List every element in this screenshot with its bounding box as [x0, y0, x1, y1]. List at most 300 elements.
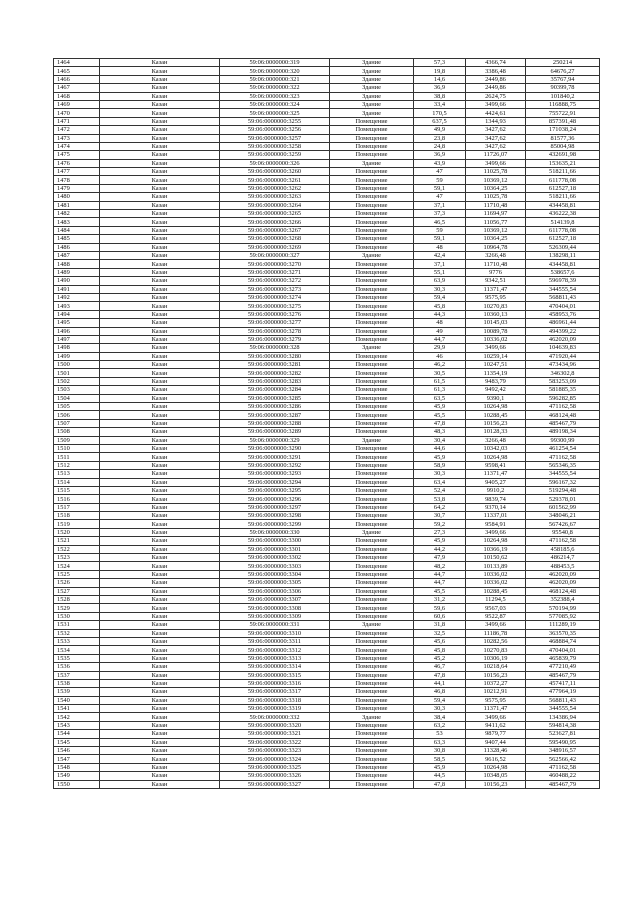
cadastral-value-cell: 518211,66 [526, 168, 600, 176]
city-cell: Казан [100, 134, 220, 142]
object-type-cell: Помещение [330, 520, 414, 528]
row-number-cell: 1510 [54, 444, 100, 452]
area-cell: 46,7 [414, 663, 466, 671]
object-type-cell: Помещение [330, 126, 414, 134]
row-number-cell: 1513 [54, 470, 100, 478]
object-type-cell: Помещение [330, 738, 414, 746]
city-cell: Казан [100, 554, 220, 562]
city-cell: Казан [100, 495, 220, 503]
cadastral-number-cell: 59:06:0000000:3274 [220, 293, 330, 301]
table-row [54, 411, 600, 419]
cadastral-value-cell: 611778,08 [526, 176, 600, 184]
cadastral-value-cell: 346302,8 [526, 369, 600, 377]
cadastral-number-cell: 59:06:0000000:331 [220, 621, 330, 629]
city-cell: Казан [100, 67, 220, 75]
table-row [54, 554, 600, 562]
specific-value-cell: 10145,03 [466, 319, 526, 327]
area-cell: 30,3 [414, 285, 466, 293]
row-number-cell: 1488 [54, 260, 100, 268]
specific-value-cell: 10288,45 [466, 587, 526, 595]
area-cell: 24,8 [414, 142, 466, 150]
cadastral-number-cell: 59:06:0000000:3272 [220, 277, 330, 285]
object-type-cell: Помещение [330, 293, 414, 301]
cadastral-number-cell: 59:06:0000000:323 [220, 92, 330, 100]
area-cell: 31,8 [414, 621, 466, 629]
city-cell: Казан [100, 587, 220, 595]
specific-value-cell: 9584,91 [466, 520, 526, 528]
city-cell: Казан [100, 696, 220, 704]
object-type-cell: Помещение [330, 747, 414, 755]
table-row [54, 59, 600, 67]
table-row [54, 679, 600, 687]
cadastral-number-cell: 59:06:0000000:3290 [220, 444, 330, 452]
cadastral-value-cell: 460488,22 [526, 772, 600, 780]
table-row [54, 260, 600, 268]
specific-value-cell: 10360,13 [466, 310, 526, 318]
cadastral-value-cell: 344555,54 [526, 285, 600, 293]
cadastral-value-cell: 81577,36 [526, 134, 600, 142]
specific-value-cell: 3499,66 [466, 528, 526, 536]
table-row [54, 637, 600, 645]
cadastral-value-cell: 95540,8 [526, 528, 600, 536]
object-type-cell: Помещение [330, 428, 414, 436]
table-row [54, 478, 600, 486]
city-cell: Казан [100, 747, 220, 755]
area-cell: 64,2 [414, 503, 466, 511]
area-cell: 43,9 [414, 159, 466, 167]
cadastral-number-cell: 59:06:0000000:3316 [220, 679, 330, 687]
cadastral-number-cell: 59:06:0000000:3294 [220, 478, 330, 486]
object-type-cell: Помещение [330, 696, 414, 704]
specific-value-cell: 1344,93 [466, 117, 526, 125]
object-type-cell: Помещение [330, 486, 414, 494]
object-type-cell: Помещение [330, 461, 414, 469]
city-cell: Казан [100, 503, 220, 511]
cadastral-value-cell: 567426,67 [526, 520, 600, 528]
specific-value-cell: 11371,47 [466, 705, 526, 713]
row-number-cell: 1532 [54, 629, 100, 637]
cadastral-value-cell: 611778,08 [526, 226, 600, 234]
cadastral-value-cell: 568811,43 [526, 696, 600, 704]
table-row [54, 579, 600, 587]
table-row [54, 361, 600, 369]
specific-value-cell: 10259,14 [466, 352, 526, 360]
city-cell: Казан [100, 444, 220, 452]
cadastral-number-cell: 59:06:0000000:3265 [220, 210, 330, 218]
object-type-cell: Помещение [330, 285, 414, 293]
cadastral-number-cell: 59:06:0000000:3297 [220, 503, 330, 511]
cadastral-value-cell: 494399,22 [526, 327, 600, 335]
cadastral-number-cell: 59:06:0000000:3315 [220, 671, 330, 679]
cadastral-number-cell: 59:06:0000000:3308 [220, 604, 330, 612]
cadastral-number-cell: 59:06:0000000:3310 [220, 629, 330, 637]
row-number-cell: 1528 [54, 596, 100, 604]
cadastral-number-cell: 59:06:0000000:3256 [220, 126, 330, 134]
table-row [54, 310, 600, 318]
object-type-cell: Помещение [330, 201, 414, 209]
city-cell: Казан [100, 218, 220, 226]
area-cell: 44,2 [414, 545, 466, 553]
cadastral-number-cell: 59:06:0000000:3281 [220, 361, 330, 369]
cadastral-number-cell: 59:06:0000000:3309 [220, 612, 330, 620]
object-type-cell: Помещение [330, 721, 414, 729]
table-row [54, 772, 600, 780]
cadastral-number-cell: 59:06:0000000:3327 [220, 780, 330, 788]
row-number-cell: 1543 [54, 721, 100, 729]
cadastral-number-cell: 59:06:0000000:3307 [220, 596, 330, 604]
row-number-cell: 1538 [54, 679, 100, 687]
cadastral-value-cell: 471162,58 [526, 453, 600, 461]
cadastral-number-cell: 59:06:0000000:332 [220, 713, 330, 721]
table-row [54, 151, 600, 159]
area-cell: 45,9 [414, 453, 466, 461]
city-cell: Казан [100, 705, 220, 713]
cadastral-value-cell: 514139,8 [526, 218, 600, 226]
table-row [54, 503, 600, 511]
cadastral-number-cell: 59:06:0000000:327 [220, 251, 330, 259]
table-row [54, 444, 600, 452]
area-cell: 47,8 [414, 671, 466, 679]
area-cell: 44,7 [414, 579, 466, 587]
cadastral-number-cell: 59:06:0000000:3322 [220, 738, 330, 746]
city-cell: Казан [100, 570, 220, 578]
specific-value-cell: 11294,5 [466, 596, 526, 604]
cadastral-number-cell: 59:06:0000000:3303 [220, 562, 330, 570]
area-cell: 46,8 [414, 688, 466, 696]
city-cell: Казан [100, 520, 220, 528]
specific-value-cell: 10212,91 [466, 688, 526, 696]
table-row [54, 470, 600, 478]
city-cell: Казан [100, 302, 220, 310]
city-cell: Казан [100, 335, 220, 343]
cadastral-value-cell: 538657,6 [526, 268, 600, 276]
city-cell: Казан [100, 369, 220, 377]
city-cell: Казан [100, 545, 220, 553]
area-cell: 23,8 [414, 134, 466, 142]
object-type-cell: Помещение [330, 679, 414, 687]
cadastral-value-cell: 594814,38 [526, 721, 600, 729]
table-row [54, 377, 600, 385]
specific-value-cell: 2449,86 [466, 84, 526, 92]
cadastral-number-cell: 59:06:0000000:3325 [220, 763, 330, 771]
row-number-cell: 1498 [54, 344, 100, 352]
area-cell: 30,5 [414, 369, 466, 377]
cadastral-number-cell: 59:06:0000000:3257 [220, 134, 330, 142]
area-cell: 36,9 [414, 84, 466, 92]
table-row [54, 528, 600, 536]
object-type-cell: Помещение [330, 705, 414, 713]
cadastral-value-cell: 519294,48 [526, 486, 600, 494]
cadastral-number-cell: 59:06:0000000:3323 [220, 747, 330, 755]
specific-value-cell: 10156,23 [466, 419, 526, 427]
city-cell: Казан [100, 671, 220, 679]
row-number-cell: 1518 [54, 512, 100, 520]
cadastral-number-cell: 59:06:0000000:3262 [220, 184, 330, 192]
table-row [54, 369, 600, 377]
object-type-cell: Здание [330, 621, 414, 629]
table-row [54, 134, 600, 142]
specific-value-cell: 10336,02 [466, 335, 526, 343]
specific-value-cell: 10128,33 [466, 428, 526, 436]
specific-value-cell: 9575,95 [466, 696, 526, 704]
city-cell: Казан [100, 285, 220, 293]
object-type-cell: Здание [330, 109, 414, 117]
row-number-cell: 1544 [54, 730, 100, 738]
cadastral-number-cell: 59:06:0000000:3266 [220, 218, 330, 226]
table-row [54, 428, 600, 436]
row-number-cell: 1522 [54, 545, 100, 553]
area-cell: 47 [414, 168, 466, 176]
cadastral-value-cell: 477964,19 [526, 688, 600, 696]
specific-value-cell: 3499,66 [466, 344, 526, 352]
area-cell: 59 [414, 176, 466, 184]
specific-value-cell: 9567,03 [466, 604, 526, 612]
area-cell: 47,8 [414, 780, 466, 788]
city-cell: Казан [100, 201, 220, 209]
specific-value-cell: 11710,48 [466, 201, 526, 209]
area-cell: 52,4 [414, 486, 466, 494]
cadastral-value-cell: 348916,57 [526, 747, 600, 755]
cadastral-value-cell: 755722,91 [526, 109, 600, 117]
cadastral-number-cell: 59:06:0000000:3273 [220, 285, 330, 293]
table-row [54, 403, 600, 411]
row-number-cell: 1529 [54, 604, 100, 612]
table-row [54, 629, 600, 637]
cadastral-number-cell: 59:06:0000000:3300 [220, 537, 330, 545]
cadastral-number-cell: 59:06:0000000:3260 [220, 168, 330, 176]
area-cell: 29,9 [414, 344, 466, 352]
cadastral-number-cell: 59:06:0000000:3269 [220, 243, 330, 251]
cadastral-value-cell: 344555,54 [526, 705, 600, 713]
area-cell: 31,2 [414, 596, 466, 604]
city-cell: Казан [100, 612, 220, 620]
row-number-cell: 1516 [54, 495, 100, 503]
cadastral-number-cell: 59:06:0000000:3306 [220, 587, 330, 595]
specific-value-cell: 10264,98 [466, 453, 526, 461]
table-row [54, 168, 600, 176]
row-number-cell: 1501 [54, 369, 100, 377]
city-cell: Казан [100, 184, 220, 192]
city-cell: Казан [100, 780, 220, 788]
specific-value-cell: 10369,12 [466, 226, 526, 234]
cadastral-value-cell: 486961,44 [526, 319, 600, 327]
specific-value-cell: 10369,12 [466, 176, 526, 184]
area-cell: 36,9 [414, 151, 466, 159]
area-cell: 44,5 [414, 772, 466, 780]
row-number-cell: 1483 [54, 218, 100, 226]
specific-value-cell: 9342,51 [466, 277, 526, 285]
specific-value-cell: 11710,48 [466, 260, 526, 268]
row-number-cell: 1542 [54, 713, 100, 721]
specific-value-cell: 10264,98 [466, 403, 526, 411]
cadastral-number-cell: 59:06:0000000:3255 [220, 117, 330, 125]
city-cell: Казан [100, 377, 220, 385]
cadastral-value-cell: 581885,35 [526, 386, 600, 394]
object-type-cell: Здание [330, 344, 414, 352]
area-cell: 58,5 [414, 755, 466, 763]
city-cell: Казан [100, 327, 220, 335]
row-number-cell: 1484 [54, 226, 100, 234]
specific-value-cell: 10336,02 [466, 570, 526, 578]
cadastral-value-cell: 465839,79 [526, 654, 600, 662]
area-cell: 45,8 [414, 646, 466, 654]
table-row [54, 84, 600, 92]
city-cell: Казан [100, 486, 220, 494]
table-row [54, 780, 600, 788]
cadastral-number-cell: 59:06:0000000:328 [220, 344, 330, 352]
specific-value-cell: 10364,25 [466, 235, 526, 243]
cadastral-value-cell: 485467,79 [526, 780, 600, 788]
specific-value-cell: 11371,47 [466, 285, 526, 293]
table-row [54, 75, 600, 83]
city-cell: Казан [100, 419, 220, 427]
specific-value-cell: 4424,61 [466, 109, 526, 117]
specific-value-cell: 9483,79 [466, 377, 526, 385]
specific-value-cell: 3427,62 [466, 134, 526, 142]
area-cell: 63,2 [414, 721, 466, 729]
object-type-cell: Помещение [330, 327, 414, 335]
table-row [54, 126, 600, 134]
city-cell: Казан [100, 528, 220, 536]
cadastral-number-cell: 59:06:0000000:324 [220, 100, 330, 108]
object-type-cell: Помещение [330, 772, 414, 780]
cadastral-value-cell: 352388,4 [526, 596, 600, 604]
cadastral-value-cell: 485467,79 [526, 671, 600, 679]
table-row [54, 671, 600, 679]
row-number-cell: 1514 [54, 478, 100, 486]
row-number-cell: 1547 [54, 755, 100, 763]
cadastral-value-cell: 171038,24 [526, 126, 600, 134]
city-cell: Казан [100, 654, 220, 662]
cadastral-number-cell: 59:06:0000000:3298 [220, 512, 330, 520]
row-number-cell: 1517 [54, 503, 100, 511]
object-type-cell: Здание [330, 251, 414, 259]
specific-value-cell: 9370,14 [466, 503, 526, 511]
cadastral-value-cell: 612527,18 [526, 235, 600, 243]
cadastral-value-cell: 457417,11 [526, 679, 600, 687]
area-cell: 14,6 [414, 75, 466, 83]
cadastral-number-cell: 59:06:0000000:3276 [220, 310, 330, 318]
cadastral-value-cell: 348046,21 [526, 512, 600, 520]
specific-value-cell: 2624,75 [466, 92, 526, 100]
cadastral-value-cell: 104639,83 [526, 344, 600, 352]
object-type-cell: Здание [330, 159, 414, 167]
object-type-cell: Помещение [330, 377, 414, 385]
specific-value-cell: 10270,83 [466, 302, 526, 310]
row-number-cell: 1535 [54, 654, 100, 662]
object-type-cell: Помещение [330, 361, 414, 369]
row-number-cell: 1464 [54, 59, 100, 67]
specific-value-cell: 10288,45 [466, 411, 526, 419]
row-number-cell: 1476 [54, 159, 100, 167]
object-type-cell: Помещение [330, 184, 414, 192]
table-row [54, 176, 600, 184]
cadastral-number-cell: 59:06:0000000:3288 [220, 419, 330, 427]
cadastral-value-cell: 470404,01 [526, 302, 600, 310]
specific-value-cell: 9407,44 [466, 738, 526, 746]
cadastral-value-cell: 523627,81 [526, 730, 600, 738]
specific-value-cell: 9839,74 [466, 495, 526, 503]
cadastral-number-cell: 59:06:0000000:3279 [220, 335, 330, 343]
cadastral-number-cell: 59:06:0000000:3282 [220, 369, 330, 377]
city-cell: Казан [100, 210, 220, 218]
cadastral-value-cell: 471162,58 [526, 403, 600, 411]
cadastral-value-cell: 432691,98 [526, 151, 600, 159]
city-cell: Казан [100, 679, 220, 687]
table-row [54, 319, 600, 327]
city-cell: Казан [100, 310, 220, 318]
cadastral-value-cell: 471162,58 [526, 763, 600, 771]
city-cell: Казан [100, 168, 220, 176]
object-type-cell: Здание [330, 59, 414, 67]
cadastral-number-cell: 59:06:0000000:3324 [220, 755, 330, 763]
table-row [54, 696, 600, 704]
specific-value-cell: 10336,02 [466, 579, 526, 587]
row-number-cell: 1504 [54, 394, 100, 402]
specific-value-cell: 9879,77 [466, 730, 526, 738]
area-cell: 33,4 [414, 100, 466, 108]
object-type-cell: Помещение [330, 755, 414, 763]
cadastral-number-cell: 59:06:0000000:3284 [220, 386, 330, 394]
table-body [54, 59, 600, 789]
specific-value-cell: 11694,97 [466, 210, 526, 218]
row-number-cell: 1505 [54, 403, 100, 411]
area-cell: 59 [414, 226, 466, 234]
row-number-cell: 1490 [54, 277, 100, 285]
cadastral-value-cell: 138298,11 [526, 251, 600, 259]
table-row [54, 226, 600, 234]
specific-value-cell: 10264,98 [466, 763, 526, 771]
table-row [54, 419, 600, 427]
specific-value-cell: 9405,27 [466, 478, 526, 486]
cadastral-value-cell: 64676,27 [526, 67, 600, 75]
city-cell: Казан [100, 755, 220, 763]
cadastral-value-cell: 111289,19 [526, 621, 600, 629]
table-row [54, 100, 600, 108]
area-cell: 46,2 [414, 361, 466, 369]
table-row [54, 394, 600, 402]
table-row [54, 604, 600, 612]
object-type-cell: Помещение [330, 495, 414, 503]
cadastral-value-cell: 562566,42 [526, 755, 600, 763]
city-cell: Казан [100, 142, 220, 150]
row-number-cell: 1550 [54, 780, 100, 788]
specific-value-cell: 9910,2 [466, 486, 526, 494]
cadastral-value-cell: 468884,74 [526, 637, 600, 645]
area-cell: 44,7 [414, 335, 466, 343]
cadastral-number-cell: 59:06:0000000:329 [220, 436, 330, 444]
specific-value-cell: 11328,46 [466, 747, 526, 755]
table-row [54, 142, 600, 150]
cadastral-number-cell: 59:06:0000000:3280 [220, 352, 330, 360]
specific-value-cell: 11354,19 [466, 369, 526, 377]
row-number-cell: 1533 [54, 637, 100, 645]
city-cell: Казан [100, 75, 220, 83]
cadastral-number-cell: 59:06:0000000:3263 [220, 193, 330, 201]
object-type-cell: Помещение [330, 352, 414, 360]
cadastral-value-cell: 101840,2 [526, 92, 600, 100]
city-cell: Казан [100, 193, 220, 201]
area-cell: 59,6 [414, 604, 466, 612]
area-cell: 30,8 [414, 747, 466, 755]
table-row [54, 537, 600, 545]
area-cell: 49 [414, 327, 466, 335]
cadastral-number-cell: 59:06:0000000:320 [220, 67, 330, 75]
city-cell: Казан [100, 738, 220, 746]
cadastral-value-cell: 577085,92 [526, 612, 600, 620]
city-cell: Казан [100, 260, 220, 268]
cadastral-value-cell: 485467,79 [526, 419, 600, 427]
